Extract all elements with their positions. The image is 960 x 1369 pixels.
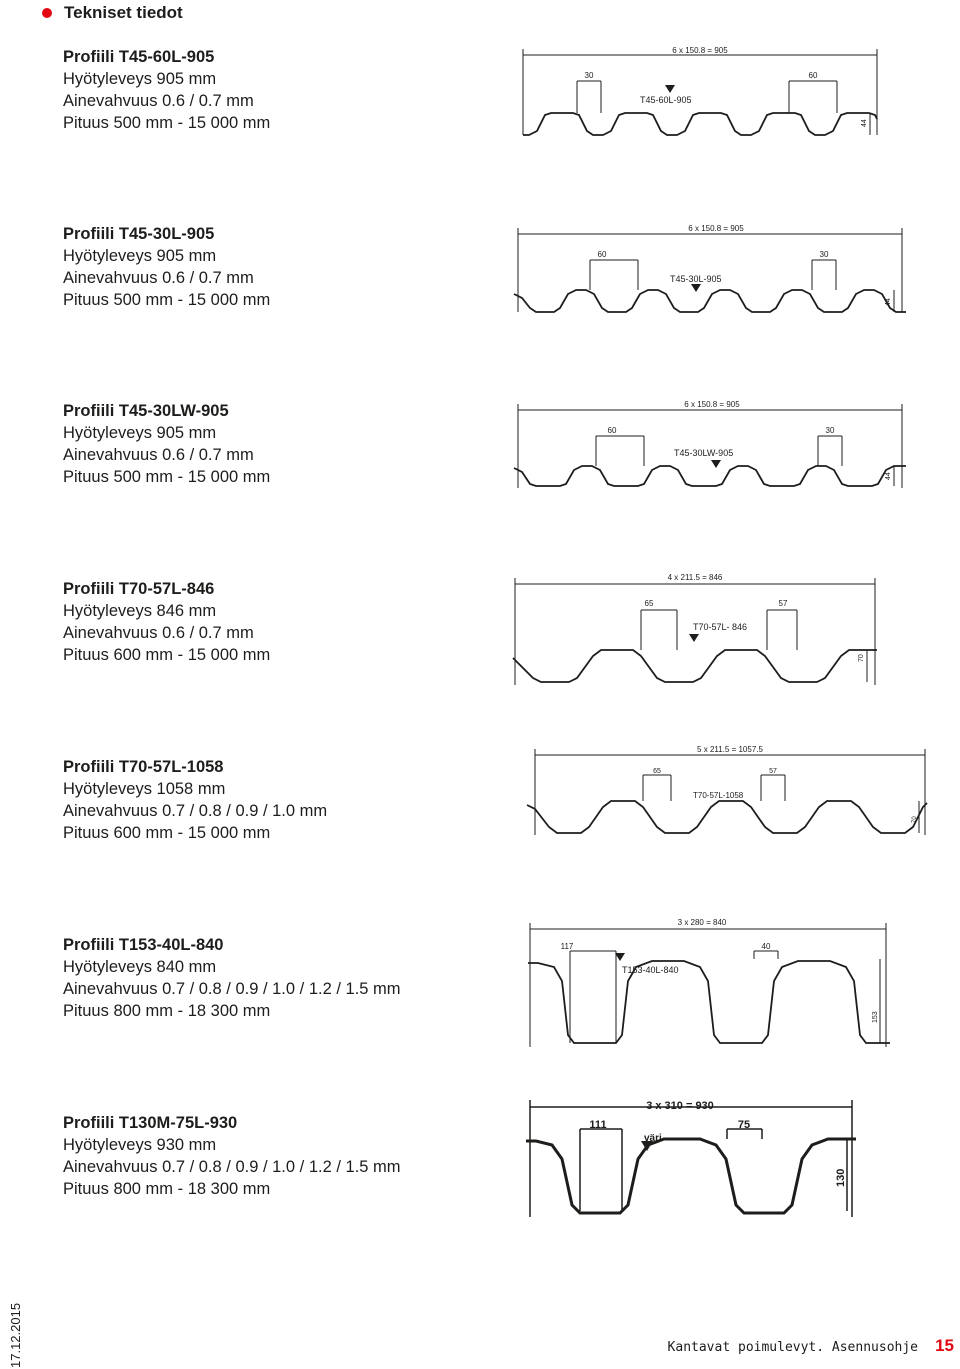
profile-width: Hyötyleveys 840 mm — [63, 958, 217, 976]
profile-diagram-svg — [510, 398, 910, 493]
dimension-right: 30 — [819, 250, 829, 259]
profile-name: Profiili T70-57L-1058 — [63, 758, 224, 776]
profile-thickness: Ainevahvuus 0.7 / 0.8 / 0.9 / 1.0 / 1.2 / 1.5 mm — [63, 1158, 401, 1176]
profile-length: Pituus 500 mm - 15 000 mm — [63, 114, 271, 132]
profile-label: T70-57L- 846 — [693, 622, 748, 632]
marker-triangle-icon — [689, 634, 699, 642]
profile-label: T45-60L-905 — [640, 95, 692, 105]
diagram-lines — [523, 49, 877, 135]
profile-thickness: Ainevahvuus 0.6 / 0.7 mm — [63, 446, 254, 464]
dimension-total: 4 x 211.5 = 846 — [667, 573, 723, 582]
profile-diagram-svg — [515, 45, 885, 140]
dimension-height: 70 — [858, 654, 865, 662]
profile-width: Hyötyleveys 905 mm — [63, 70, 217, 88]
profile-length: Pituus 500 mm - 15 000 mm — [63, 468, 271, 486]
dimension-left: 30 — [584, 71, 594, 80]
diagram-lines — [526, 1100, 856, 1217]
dimension-right: 57 — [778, 599, 788, 608]
profile-diagram-svg — [522, 1095, 862, 1225]
dimension-height: 44 — [861, 119, 868, 127]
profile-width: Hyötyleveys 1058 mm — [63, 780, 226, 798]
profile-diagram-svg — [505, 743, 930, 843]
profile-length: Pituus 600 mm - 15 000 mm — [63, 824, 271, 842]
diagram-lines — [528, 923, 890, 1047]
profile-label: T45-30L-905 — [670, 274, 722, 284]
dimension-left: 65 — [644, 599, 654, 608]
profile-label: T70-57L-1058 — [693, 791, 744, 800]
profile-length: Pituus 500 mm - 15 000 mm — [63, 291, 271, 309]
profile-diagram — [505, 743, 930, 843]
profile-label: T45-30LW-905 — [674, 448, 734, 458]
dimension-total: 3 x 280 = 840 — [677, 918, 727, 927]
dimension-right: 60 — [808, 71, 818, 80]
dimension-total: 6 x 150.8 = 905 — [672, 46, 728, 55]
footer-document-title: Kantavat poimulevyt. Asennusohje — [667, 1340, 918, 1355]
profile-name: Profiili T45-60L-905 — [63, 48, 215, 66]
section-title: Tekniset tiedot — [64, 3, 183, 22]
dimension-total: 6 x 150.8 = 905 — [684, 400, 740, 409]
profile-spec — [63, 46, 503, 134]
profile-thickness: Ainevahvuus 0.6 / 0.7 mm — [63, 269, 254, 287]
profile-spec — [63, 1112, 503, 1200]
profile-diagram-svg — [510, 222, 910, 317]
dimension-left: 111 — [589, 1119, 607, 1131]
profile-spec — [63, 578, 503, 666]
profile-width: Hyötyleveys 930 mm — [63, 1136, 217, 1154]
profile-spec — [63, 223, 503, 311]
dimension-height: 44 — [885, 472, 892, 480]
dimension-total: 5 x 211.5 = 1057.5 — [697, 745, 763, 754]
profile-spec — [63, 934, 503, 1022]
dimension-right: 30 — [825, 426, 835, 435]
diagram-lines — [514, 228, 906, 312]
dimension-right: 57 — [769, 768, 777, 775]
dimension-left: 65 — [653, 768, 661, 775]
profile-name: Profiili T130M-75L-930 — [63, 1114, 238, 1132]
profile-name: Profiili T45-30L-905 — [63, 225, 215, 243]
profile-diagram — [510, 398, 910, 493]
dimension-left: 60 — [597, 250, 607, 259]
profile-length: Pituus 800 mm - 18 300 mm — [63, 1180, 271, 1198]
profile-length: Pituus 800 mm - 18 300 mm — [63, 1002, 271, 1020]
dimension-height: 70 — [912, 816, 918, 823]
profile-thickness: Ainevahvuus 0.7 / 0.8 / 0.9 / 1.0 mm — [63, 802, 328, 820]
profile-thickness: Ainevahvuus 0.7 / 0.8 / 0.9 / 1.0 / 1.2 / 1.5 mm — [63, 980, 401, 998]
profile-diagram-svg — [505, 570, 885, 690]
profile-length: Pituus 600 mm - 15 000 mm — [63, 646, 271, 664]
profile-thickness: Ainevahvuus 0.6 / 0.7 mm — [63, 624, 254, 642]
dimension-height: 130 — [835, 1168, 847, 1187]
profile-diagram — [515, 45, 885, 140]
profile-name: Profiili T70-57L-846 — [63, 580, 215, 598]
profile-label: T153-40L-840 — [622, 965, 679, 975]
dimension-right: 75 — [737, 1119, 751, 1131]
profile-label: väri — [644, 1133, 662, 1144]
profile-name: Profiili T45-30LW-905 — [63, 402, 229, 420]
profile-diagram — [522, 1095, 862, 1225]
profile-name: Profiili T153-40L-840 — [63, 936, 224, 954]
profile-width: Hyötyleveys 905 mm — [63, 424, 217, 442]
bullet-dot-icon — [42, 8, 52, 18]
dimension-height: 44 — [885, 298, 892, 306]
marker-triangle-icon — [691, 284, 701, 292]
profile-spec — [63, 400, 503, 488]
dimension-left: 60 — [607, 426, 617, 435]
dimension-right: 40 — [761, 942, 771, 951]
section-heading — [42, 2, 183, 24]
profile-diagram — [505, 570, 885, 690]
dimension-left: 117 — [560, 942, 574, 951]
dimension-total: 6 x 150.8 = 905 — [688, 224, 744, 233]
profile-diagram — [510, 222, 910, 317]
profile-width: Hyötyleveys 846 mm — [63, 602, 217, 620]
marker-triangle-icon — [665, 85, 675, 93]
diagram-lines — [514, 404, 906, 488]
dimension-total: 3 x 310 = 930 — [646, 1100, 714, 1112]
profile-width: Hyötyleveys 905 mm — [63, 247, 217, 265]
profile-thickness: Ainevahvuus 0.6 / 0.7 mm — [63, 92, 254, 110]
profile-spec — [63, 756, 503, 844]
profile-diagram — [520, 915, 900, 1055]
dimension-height: 153 — [872, 1011, 879, 1023]
profile-diagram-svg — [520, 915, 900, 1055]
footer-date: 17.12.2015 — [8, 1302, 23, 1368]
marker-triangle-icon — [711, 460, 721, 468]
page-number: 15 — [935, 1336, 954, 1355]
